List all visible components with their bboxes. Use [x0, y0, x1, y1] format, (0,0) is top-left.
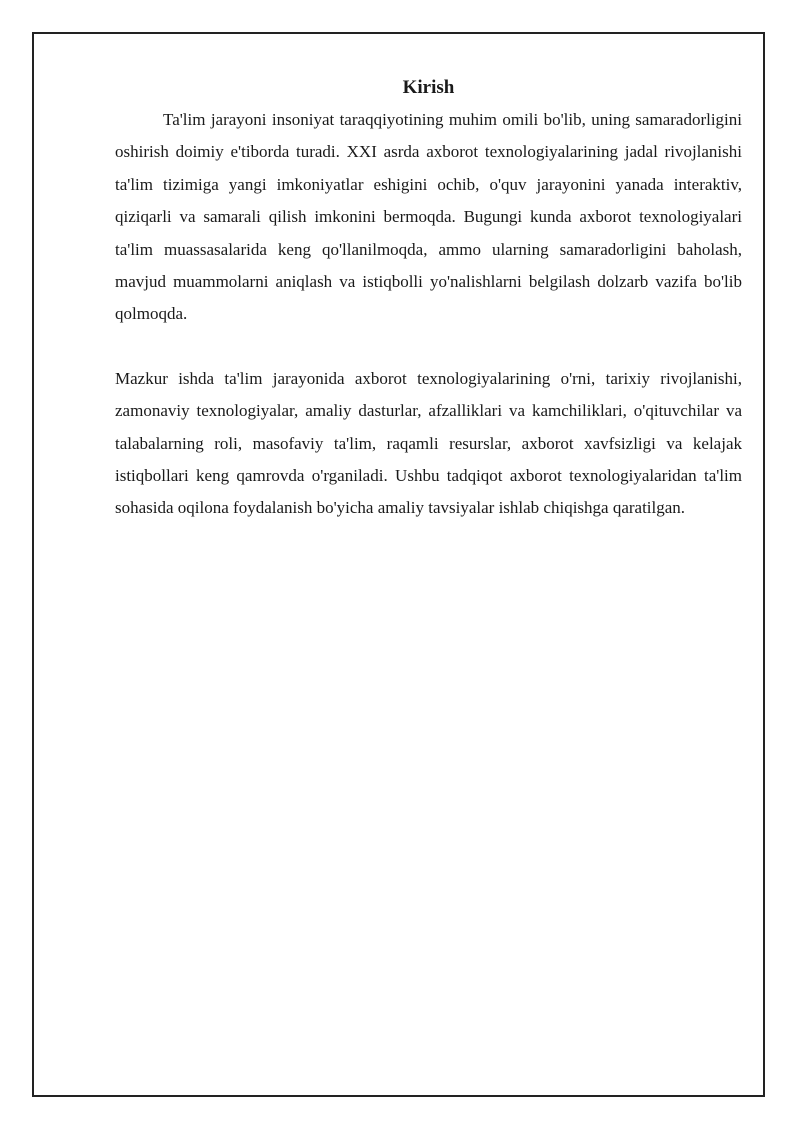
paragraph-1: Ta'lim jarayoni insoniyat taraqqiyotining muhim omili bo'lib, uning samaradorligini oshirish doimiy e'tiborda turadi. XXI asrda axborot texnologiyalarining jadal rivojlanishi ta'lim tizimiga yangi imkoniyatlar eshigini ochib, o'quv jarayonini yanada interaktiv, qiziqarli va samarali qilish imkonini bermoqda. Bugungi kunda axborot texnologiyalari ta'lim muassasalarida keng qo'llanilmoqda, ammo ularning samaradorligini baholash, mavjud muammolarni aniqlash va istiqbolli yo'nalishlarni belgilash dolzarb vazifa bo'lib qolmoqda.: [115, 110, 742, 324]
section-title: Kirish: [402, 77, 455, 98]
document-body: [115, 72, 742, 525]
paragraph-2: Mazkur ishda ta'lim jarayonida axborot texnologiyalarining o'rni, tarixiy rivojlanishi, zamonaviy texnologiyalar, amaliy dasturlar, afzalliklari va kamchiliklari, o'qituvchilar va talabalarning roli, masofaviy ta'lim, raqamli resurslar, axborot xavfsizligi va kelajak istiqbollari keng qamrovda o'rganiladi. Ushbu tadqiqot axborot texnologiyalaridan ta'lim sohasida oqilona foydalanish bo'yicha amaliy tavsiyalar ishlab chiqishga qaratilgan.: [115, 368, 742, 518]
paragraph-spacer: [115, 331, 742, 363]
